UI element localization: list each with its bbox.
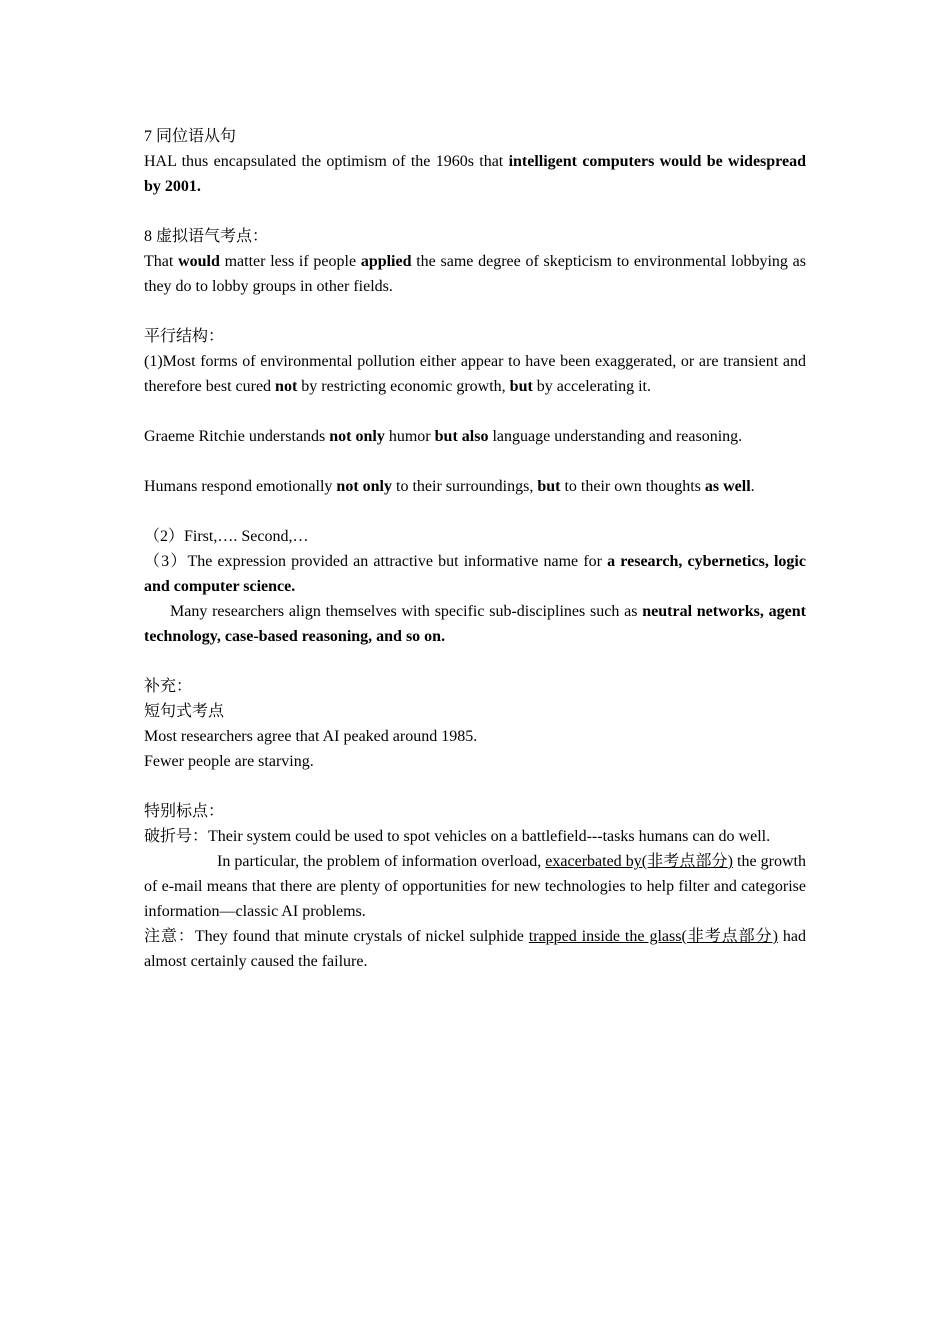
text: language understanding and reasoning. [488,428,743,445]
bold-text: neutral networks, agent technology, case-based reasoning, and so on. [144,603,807,645]
blank-line [144,499,806,524]
punctuation-heading: 特别标点： [144,803,225,820]
supplement-line-2: Fewer people are starving. [144,753,314,770]
text: had almost certainly caused the failure. [144,928,806,970]
parallel-example-3 [144,474,806,499]
section-7-sentence [144,149,806,199]
bold-text: a research, cybernetics, logic and computer science. [144,553,806,595]
bold-text: applied [360,253,412,270]
text: the growth of e-mail means that there are plenty of opportunities for new technologies to help filter and categorise information—classic AI problems. [144,853,806,920]
text: by accelerating it. [532,378,651,395]
section-8-sentence [144,249,806,299]
bold-text: intelligent computers would be widespread by 2001. [144,153,806,195]
underlined-text: trapped inside the glass(非考点部分) [528,928,778,945]
bold-text: but [537,478,561,495]
underlined-text: exacerbated by(非考点部分) [545,853,733,870]
text: That [144,253,179,270]
text: to their surroundings, [392,478,538,495]
text: HAL thus encapsulated the optimism of the 1960s that [144,153,509,170]
text: (1)Most forms of environmental pollution either appear to have been exaggerated, or are transient and therefore best cured [144,353,806,395]
dash-label: 破折号： [144,828,209,845]
blank-line [144,299,806,324]
information-overload-example [144,849,806,924]
blank-line [144,199,806,224]
blank-line [144,649,806,674]
text: to their own thoughts [560,478,705,495]
section-7-heading: 7 同位语从句 [144,128,237,145]
text: by restricting economic growth, [297,378,510,395]
blank-line [144,774,806,799]
text: matter less if people [219,253,361,270]
text: the same degree of skepticism to environmental lobbying as they do to lobby groups in other fields. [144,253,806,295]
text: Graeme Ritchie understands [144,428,330,445]
text: Their system could be used to spot vehicles on a battlefield---tasks humans can do well. [208,828,771,845]
parallel-example-2 [144,424,806,449]
bold-text: not only [329,428,385,445]
note-label: 注意： [144,928,195,945]
parallel-heading: 平行结构： [144,328,225,345]
text: . [750,478,755,495]
text: They found that minute crystals of nickel sulphide [194,928,529,945]
bold-text: not [275,378,298,395]
supplement-line-1: Most researchers agree that AI peaked around 1985. [144,728,478,745]
text: Many researchers align themselves with specific sub-disciplines such as [170,603,643,620]
bold-text: but [509,378,533,395]
text: （3）The expression provided an attractive but informative name for [144,553,608,570]
section-8-heading: 8 虚拟语气考点： [144,228,269,245]
bold-text: not only [336,478,392,495]
note-example [144,924,806,974]
supplement-subheading: 短句式考点 [144,703,225,720]
bold-text: but also [434,428,489,445]
parallel-example-5 [144,549,806,599]
text: humor [384,428,435,445]
bold-text: would [178,253,220,270]
text: Humans respond emotionally [144,478,337,495]
text: In particular, the problem of information overload, [217,853,546,870]
bold-text: as well [704,478,751,495]
blank-line [144,399,806,424]
dash-example [144,824,806,849]
parallel-example-6 [144,599,806,649]
parallel-example-1 [144,349,806,399]
supplement-heading: 补充： [144,678,193,695]
blank-line [144,449,806,474]
parallel-example-4: （2）First,…. Second,… [144,528,309,545]
document-page [144,124,806,974]
